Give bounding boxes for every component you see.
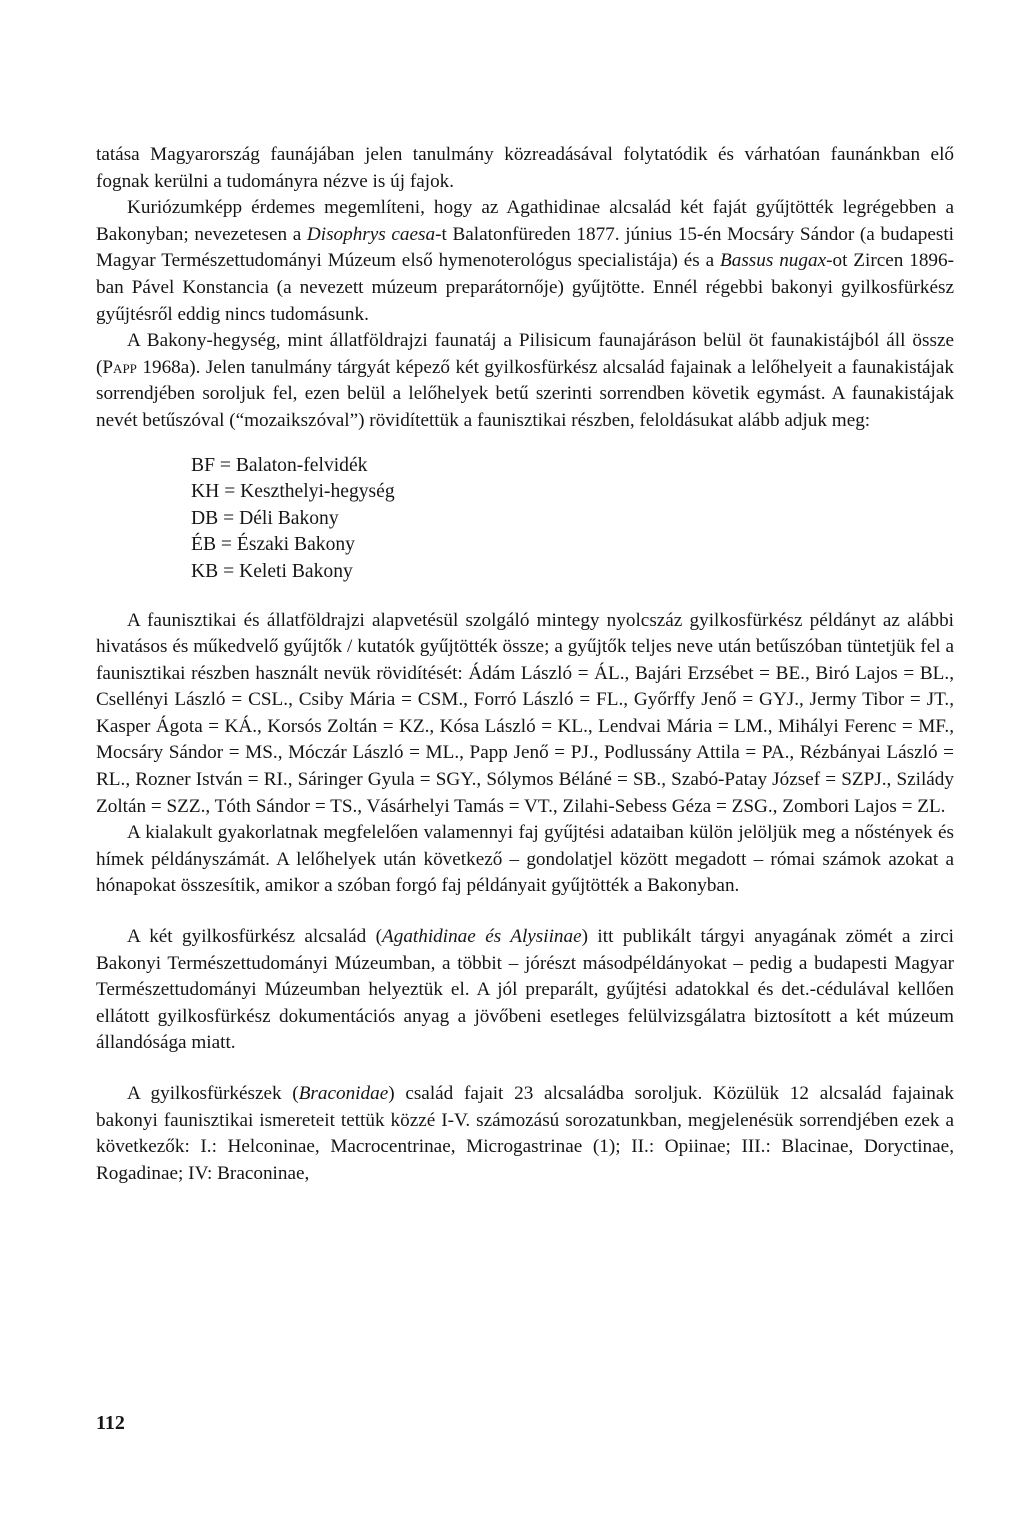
abbreviation-item: BF = Balaton-felvidék (191, 454, 368, 476)
abbreviation-item: DB = Déli Bakony (191, 507, 339, 529)
paragraph-data-conventions: A kialakult gyakorlatnak megfelelően valamennyi faj gyűjtési adataiban külön jelöljük meg a nőstények és hímek példányszámát. A lelőhelyek után következő – gondolatjel között megadott – római számok azokat a hónapokat összesítik, amikor a szóban forgó faj példányait gyűjtötték a Bakonyban. (96, 822, 954, 897)
page-number: 112 (96, 1412, 125, 1434)
paragraph-collectors: A faunisztikai és állatföldrajzi alapvetésül szolgáló mintegy nyolcszáz gyilkosfürkész példányt az alábbi hivatásos és műkedvelő gyűjtők / kutatók gyűjtötték össze; a gyűjtők teljes neve után betűszóban tüntetjük fel a faunisztikai részben használt nevük rövidítését: Ádám László = ÁL., Bajári Erzsébet = BE., Biró Lajos = BL., Csellényi László = CSL., Csiby Mária = CSM., Forró László = FL., Győrffy Jenő = GYJ., Jermy Tibor = JT., Kasper Ágota = KÁ., Korsós Zoltán = KZ., Kósa László = KL., Lendvai Mária = LM., Mihályi Ferenc = MF., Mocsáry Sándor = MS., Móczár László = ML., Papp Jenő = PJ., Podlussány Attila = PA., Rézbányai László = RL., Rozner István = RI., Sáringer Gyula = SGY., Sólymos Béláné = SB., Szabó-Patay József = SZPJ., Szilády Zoltán = SZZ., Tóth Sándor = TS., Vásárhelyi Tamás = VT., Zilahi-Sebess Géza = ZSG., Zombori Lajos = ZL. (96, 609, 954, 817)
text-run: -t Balatonfüreden 1877. június 15-én Mocsáry Sándor (a budapesti Magyar Természettudományi Múzeum első hymenoterológus specialistája) és a (96, 223, 955, 272)
paragraph-braconidae-series (96, 1081, 954, 1187)
author-citation: Papp (102, 356, 137, 378)
paragraph-continuation: tatása Magyarország faunájában jelen tanulmány közreadásával folytatódik és várhatóan faunánkban elő fognak kerülni a tudományra nézve is új fajok. (96, 144, 954, 192)
paragraph-curiosity (96, 195, 954, 328)
abbreviation-item: KH = Keszthelyi-hegység (191, 481, 395, 503)
taxon-names: Agathidinae és Alysiinae (382, 926, 582, 948)
text-run: ) család fajait 23 alcsaládba soroljuk. Közülük 12 alcsalád fajainak bakonyi faunisztikai ismereteit tettük közzé I-V. számozású sorozatunkban, megjelenésük sorrendjében ezek a következők: I.: Helconinae, Macrocentrinae, Microgastrinae (1); II.: Opiinae; III.: Blacinae, Doryctinae, Rogadinae; IV: Braconinae, (96, 1083, 954, 1184)
text-run: Kuriózumképp érdemes megemlíteni, hogy az Agathidinae alcsalád két faját gyűjtötték legrégebben a Bakonyban; nevezetesen a (96, 197, 954, 245)
text-run: A gyilkosfürkészek ( (127, 1083, 299, 1104)
species-name: Bassus nugax (720, 250, 827, 272)
text-run: A két gyilkosfürkész alcsalád ( (127, 926, 382, 948)
text-run: A Bakony-hegység, mint állatföldrajzi faunatáj a Pilisicum faunajáráson belül öt faunakistájból áll össze ( (96, 330, 954, 378)
family-name: Braconidae (298, 1083, 389, 1104)
body-text (96, 142, 954, 1187)
text-run: -ot Zircen 1896-ban Pável Konstancia (a nevezett múzeum preparátornője) gyűjtötte. Ennél régebbi bakonyi gyilkosfürkész gyűjtésről eddig nincs tudomásunk. (96, 250, 955, 325)
text-run: ) itt publikált tárgyi anyagának zömét a zirci Bakonyi Természettudományi Múzeumban, a többit – jórészt másodpéldányokat – pedig a budapesti Magyar Természettudományi Múzeumban helyeztük el. A jól preparált, gyűjtési adatokkal és det.-cédulával kellően ellátott gyilkosfürkész dokumentációs anyag a jövőbeni esetleges felülvizsgálatra biztosított a két múzeum állandósága miatt. (96, 926, 954, 1054)
paragraph-bakony-regions (96, 328, 954, 434)
abbreviation-item: KB = Keleti Bakony (191, 560, 353, 582)
region-abbreviation-list (191, 453, 954, 586)
paragraph-collection-storage (96, 924, 954, 1057)
abbreviation-item: ÉB = Északi Bakony (191, 534, 355, 556)
text-run: 1968a). Jelen tanulmány tárgyát képező két gyilkosfürkész alcsalád fajainak a lelőhelyeit a faunakistájak sorrendjében soroljuk fel, ezen belül a lelőhelyek betű szerinti sorrendben követik egymást. A faunakistájak nevét betűszóval (“mozaikszóval”) rövidítettük a faunisztikai részben, feloldásukat alább adjuk meg: (96, 356, 954, 431)
species-name: Disophrys caesa (306, 223, 436, 245)
